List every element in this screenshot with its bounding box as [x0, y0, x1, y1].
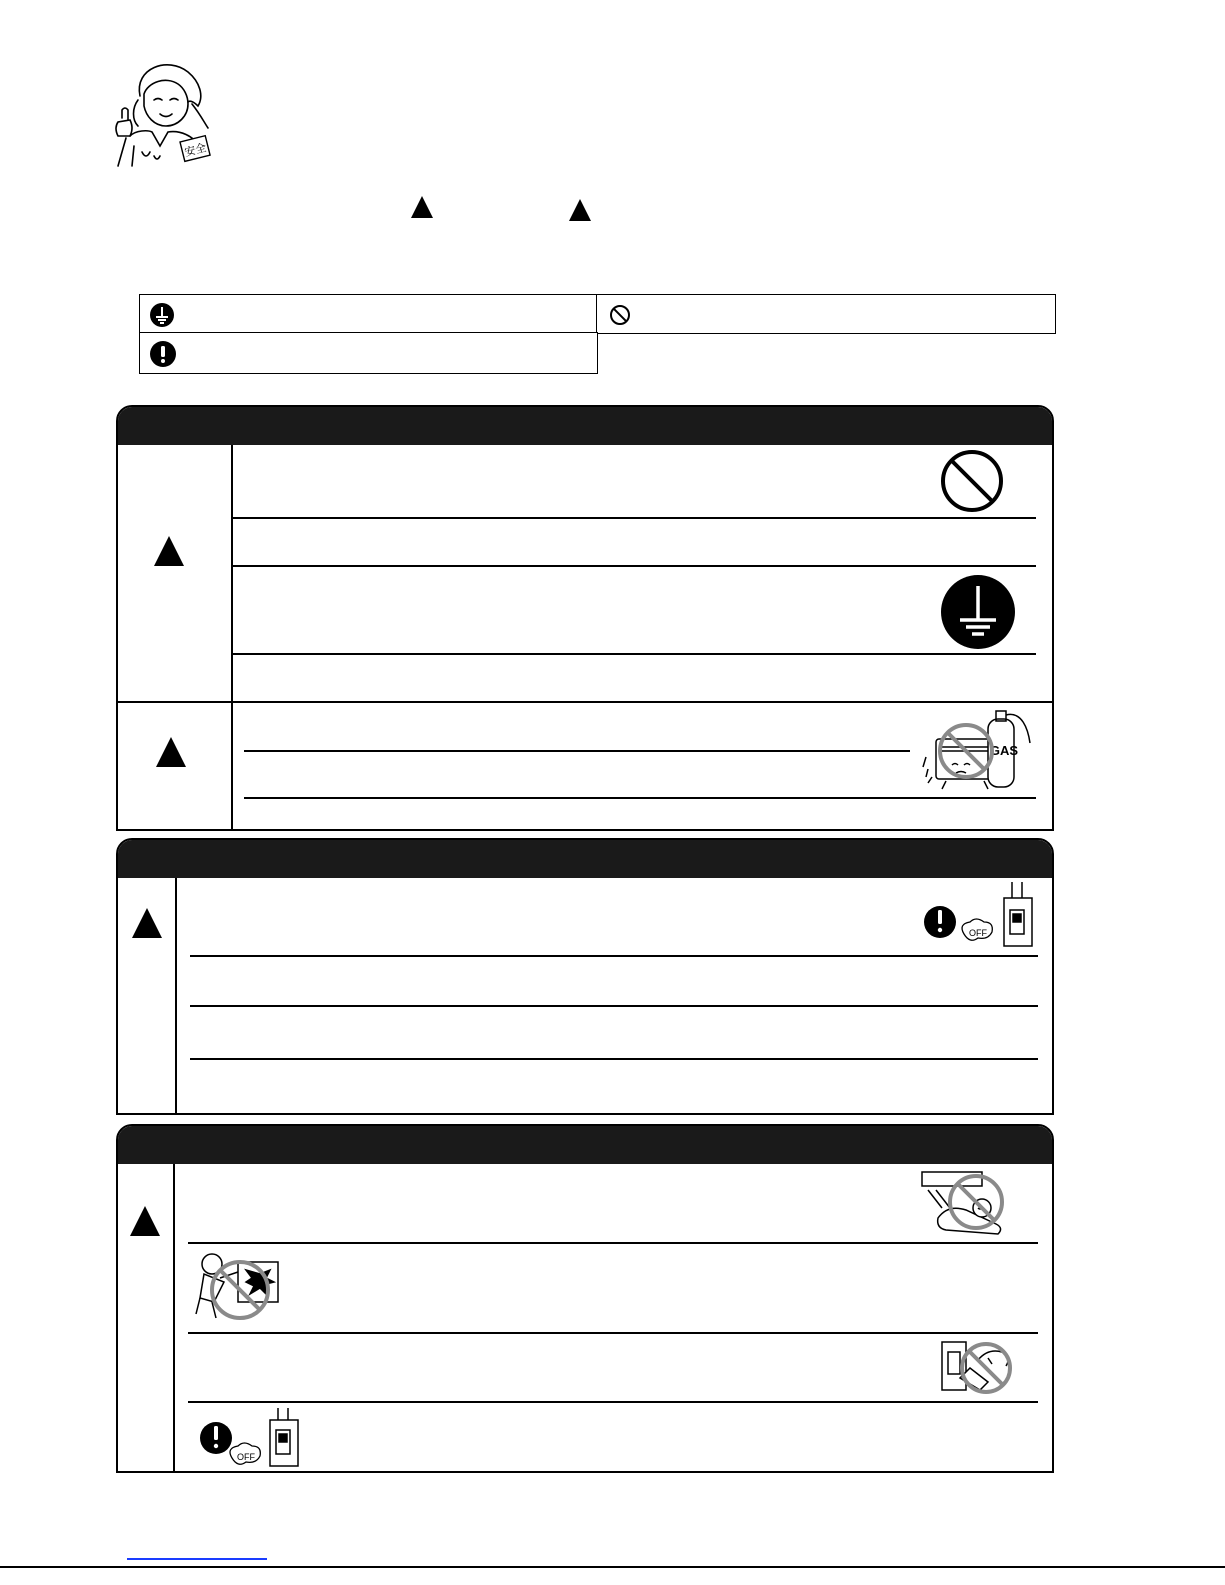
- section-caution-operation-body: [118, 1164, 1052, 1473]
- exclamation-icon: [150, 341, 176, 367]
- warning-triangle-icon: [154, 536, 184, 566]
- gas-label: GAS: [989, 743, 1019, 758]
- gas-appliance-illustration: [918, 709, 1038, 793]
- prohibition-icon: [940, 449, 1004, 513]
- off-label: OFF: [969, 928, 987, 938]
- mascot-badge-text: 安全: [183, 141, 208, 159]
- sleeping-under-airflow-illustration: [920, 1168, 1016, 1238]
- section-caution-operation-header: [118, 1126, 1052, 1164]
- section-caution-installation-body: [118, 878, 1052, 1115]
- footer-rule: [0, 1566, 1225, 1568]
- mascot-illustration: [108, 56, 213, 170]
- legend-cell-prohibit: [596, 294, 1056, 334]
- warning-triangle-icon: [411, 196, 433, 218]
- section-caution-installation: [116, 838, 1054, 1115]
- breaker-off-illustration: [198, 1408, 308, 1470]
- off-label: OFF: [237, 1452, 255, 1462]
- section-warning-body: [118, 445, 1052, 831]
- section-warning-header: [118, 407, 1052, 445]
- caution-triangle-icon: [156, 737, 186, 767]
- legend-cell-mandatory: [139, 332, 598, 374]
- caution-triangle-icon: [569, 199, 591, 221]
- caution-triangle-icon: [132, 908, 162, 938]
- no-wet-hands-switch-illustration: [938, 1338, 1018, 1398]
- earth-ground-icon: [940, 574, 1016, 650]
- section-warning: [116, 405, 1054, 831]
- earth-ground-icon: [150, 303, 174, 327]
- section-caution-operation: [116, 1124, 1054, 1473]
- breaker-off-illustration: [924, 882, 1038, 952]
- section-caution-installation-header: [118, 840, 1052, 878]
- caution-triangle-icon: [130, 1206, 160, 1236]
- footer-link-underline[interactable]: [127, 1558, 267, 1560]
- legend-cell-earth: [139, 294, 598, 334]
- no-hitting-unit-illustration: [194, 1250, 288, 1326]
- prohibition-icon: [609, 304, 631, 326]
